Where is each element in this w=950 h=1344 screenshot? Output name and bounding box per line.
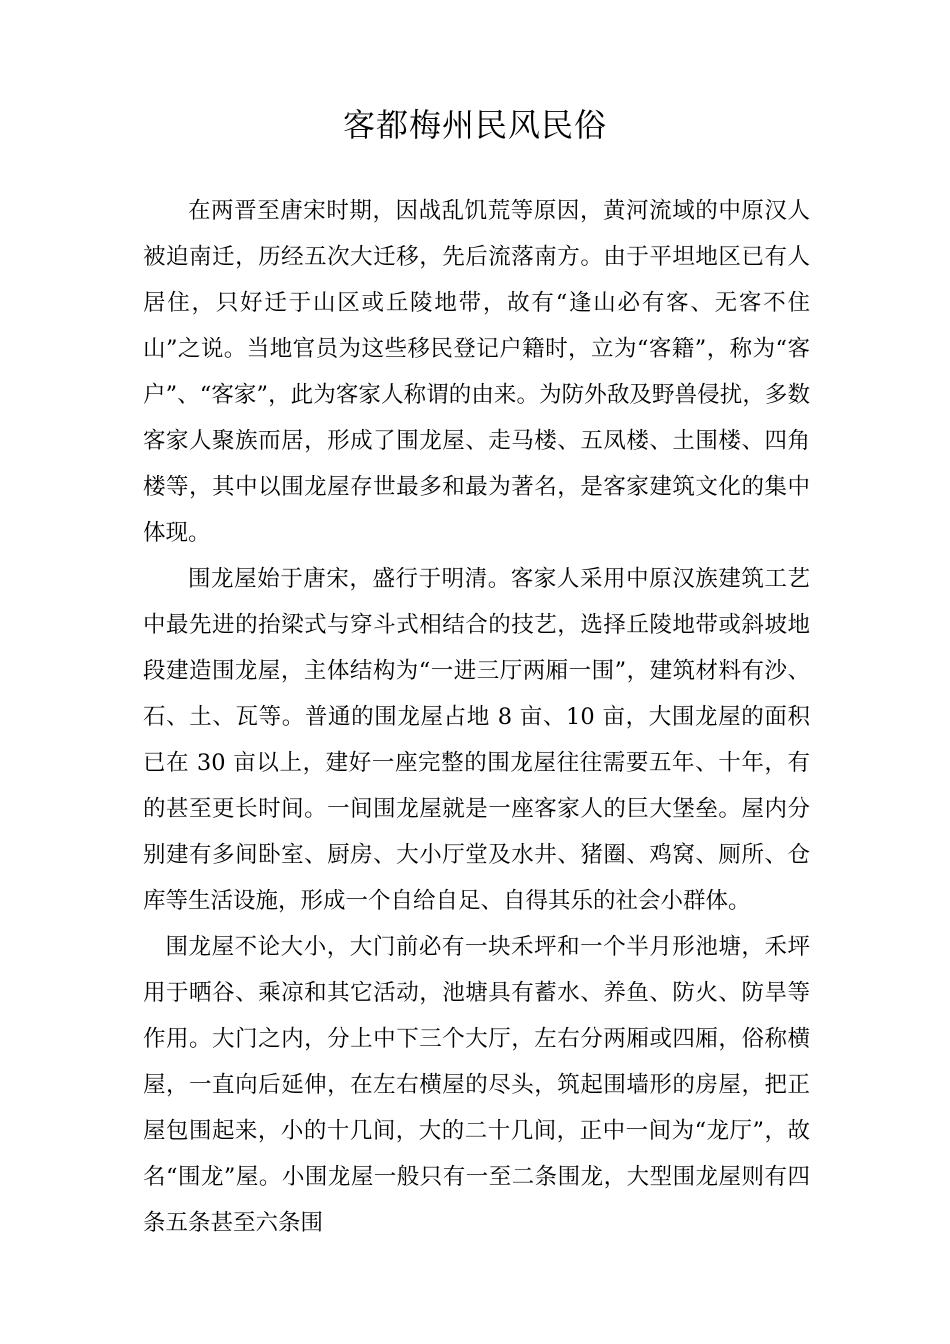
paragraph-3: 围龙屋不论大小，大门前必有一块禾坪和一个半月形池塘，禾坪用于晒谷、乘凉和其它活动，池塘具有蓄水、养鱼、防火、防旱等作用。大门之内，分上中下三个大厅，左右分两厢或四厢，俗称横屋，一直向后延伸，在左右横屋的尽头，筑起围墙形的房屋，把正屋包围起来，小的十几间，大的二十几间，正中一间为“龙厅”，故名“围龙”屋。小围龙屋一般只有一至二条围龙，大型围龙屋则有四条五条甚至六条围 (143, 934, 810, 1236)
page-title: 客都梅州民风民俗 (342, 106, 607, 144)
article-body (143, 188, 810, 1246)
paragraph-1: 在两晋至唐宋时期，因战乱饥荒等原因，黄河流域的中原汉人被迫南迁，历经五次大迁移，先后流落南方。由于平坦地区已有人居住，只好迁于山区或丘陵地带，故有“逢山必有客、无客不住山”之说。当地官员为这些移民登记户籍时，立为“客籍”，称为“客户”、“客家”，此为客家人称谓的由来。为防外敌及野兽侵扰，多数客家人聚族而居，形成了围龙屋、走马楼、五凤楼、土围楼、四角楼等，其中以围龙屋存世最多和最为著名，是客家建筑文化的集中体现。 (143, 198, 810, 546)
paragraph-2: 围龙屋始于唐宋，盛行于明清。客家人采用中原汉族建筑工艺中最先进的抬梁式与穿斗式相结合的技艺，选择丘陵地带或斜坡地段建造围龙屋，主体结构为“一进三厅两厢一围”，建筑材料有沙、石、土、瓦等。普通的围龙屋占地 8 亩、10 亩，大围龙屋的面积已在 30 亩以上，建好一座完整的围龙屋往往需要五年、十年，有的甚至更长时间。一间围龙屋就是一座客家人的巨大堡垒。屋内分别建有多间卧室、厨房、大小厅堂及水井、猪圈、鸡窝、厕所、仓库等生活设施，形成一个自给自足、自得其乐的社会小群体。 (143, 566, 810, 914)
